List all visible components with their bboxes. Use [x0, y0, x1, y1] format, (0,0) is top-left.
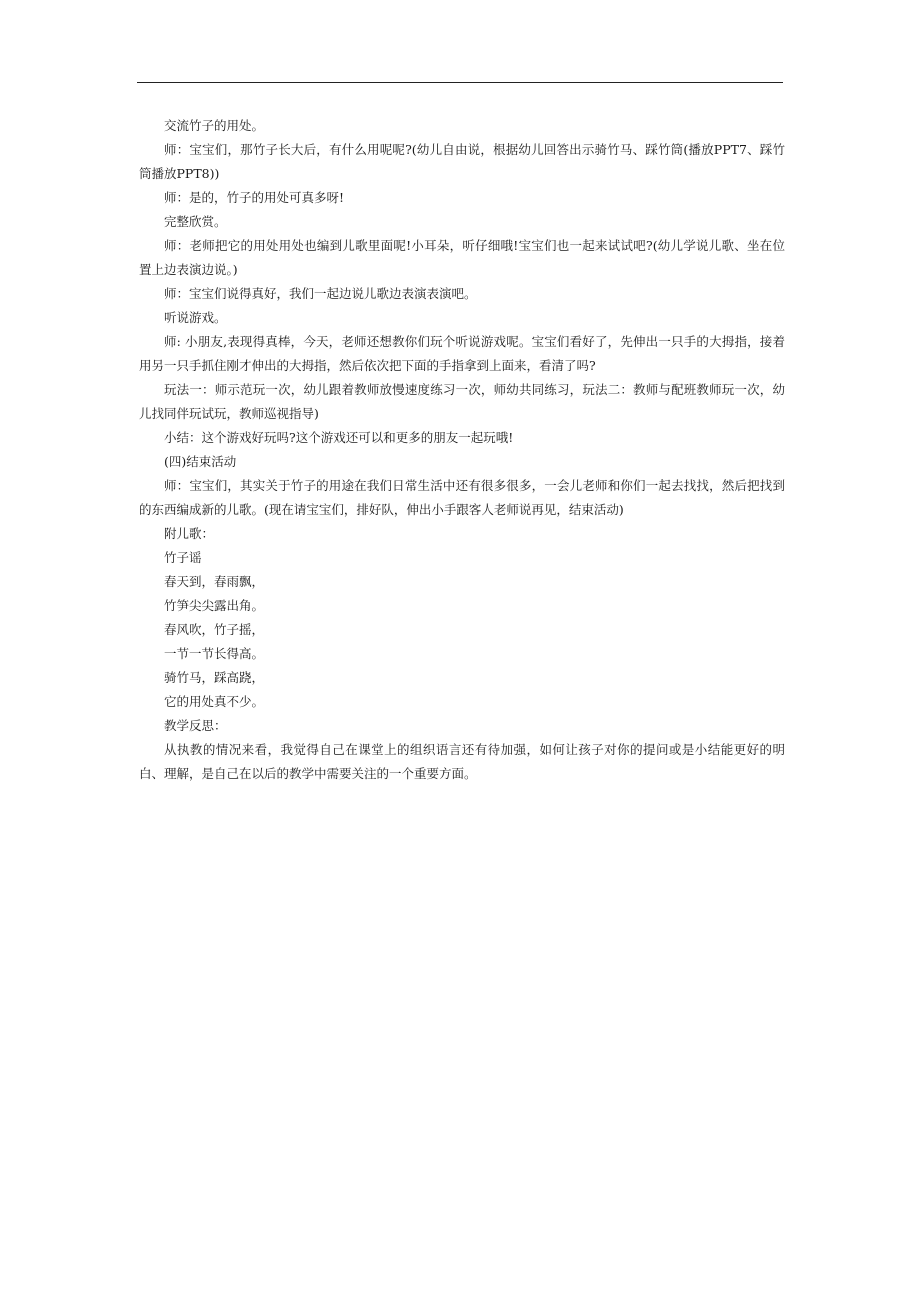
- paragraph: 师：是的，竹子的用处可真多呀!: [164, 190, 345, 205]
- paragraph: 师：宝宝们，那竹子长大后，有什么用呢呢?(幼儿自由说，根据幼儿回答出示骑竹马、踩竹筒(播放PPT7、踩竹筒播放PPT8)): [139, 142, 785, 181]
- paragraph: 师：老师把它的用处用处也编到儿歌里面呢!小耳朵，听仔细哦!宝宝们也一起来试试吧?(幼儿学说儿歌、坐在位置上边表演边说。): [139, 238, 785, 277]
- paragraph: 玩法一：师示范玩一次，幼儿跟着教师放慢速度练习一次，师幼共同练习，玩法二：教师与配班教师玩一次，幼儿找同伴玩试玩，教师巡视指导): [139, 382, 785, 421]
- poem-line: 骑竹马，踩高跷，: [164, 670, 265, 685]
- poem-line: 竹笋尖尖露出角。: [164, 598, 265, 613]
- paragraph: 附儿歌：: [164, 526, 215, 541]
- paragraph: 小结：这个游戏好玩吗?这个游戏还可以和更多的朋友一起玩哦!: [164, 430, 514, 445]
- poem-line: 春风吹，竹子摇，: [164, 622, 265, 637]
- paragraph: 师：宝宝们，其实关于竹子的用途在我们日常生活中还有很多很多，一会儿老师和你们一起去找找，然后把找到的东西编成新的儿歌。(现在请宝宝们，排好队，伸出小手跟客人老师说再见，结束活动): [139, 478, 785, 517]
- header-rule: [137, 82, 783, 83]
- section-heading: (四)结束活动: [164, 454, 237, 469]
- paragraph: 完整欣赏。: [164, 214, 227, 229]
- poem-line: 它的用处真不少。: [164, 694, 265, 709]
- poem-line: 一节一节长得高。: [164, 646, 265, 661]
- paragraph: 听说游戏。: [164, 310, 227, 325]
- paragraph: 教学反思：: [164, 718, 227, 733]
- poem-title: 竹子谣: [164, 550, 202, 565]
- paragraph: 师: 小朋友,表现得真棒，今天，老师还想教你们玩个听说游戏呢。宝宝们看好了，先伸出一只手的大拇指，接着用另一只手抓住刚才伸出的大拇指，然后依次把下面的手指拿到上面来，看清了吗?: [139, 334, 785, 373]
- document-body: [139, 114, 785, 786]
- paragraph: 交流竹子的用处。: [164, 118, 265, 133]
- paragraph: 从执教的情况来看，我觉得自己在课堂上的组织语言还有待加强，如何让孩子对你的提问或是小结能更好的明白、理解，是自己在以后的教学中需要关注的一个重要方面。: [139, 742, 785, 781]
- poem-line: 春天到，春雨飘，: [164, 574, 265, 589]
- paragraph: 师：宝宝们说得真好，我们一起边说儿歌边表演表演吧。: [164, 286, 477, 301]
